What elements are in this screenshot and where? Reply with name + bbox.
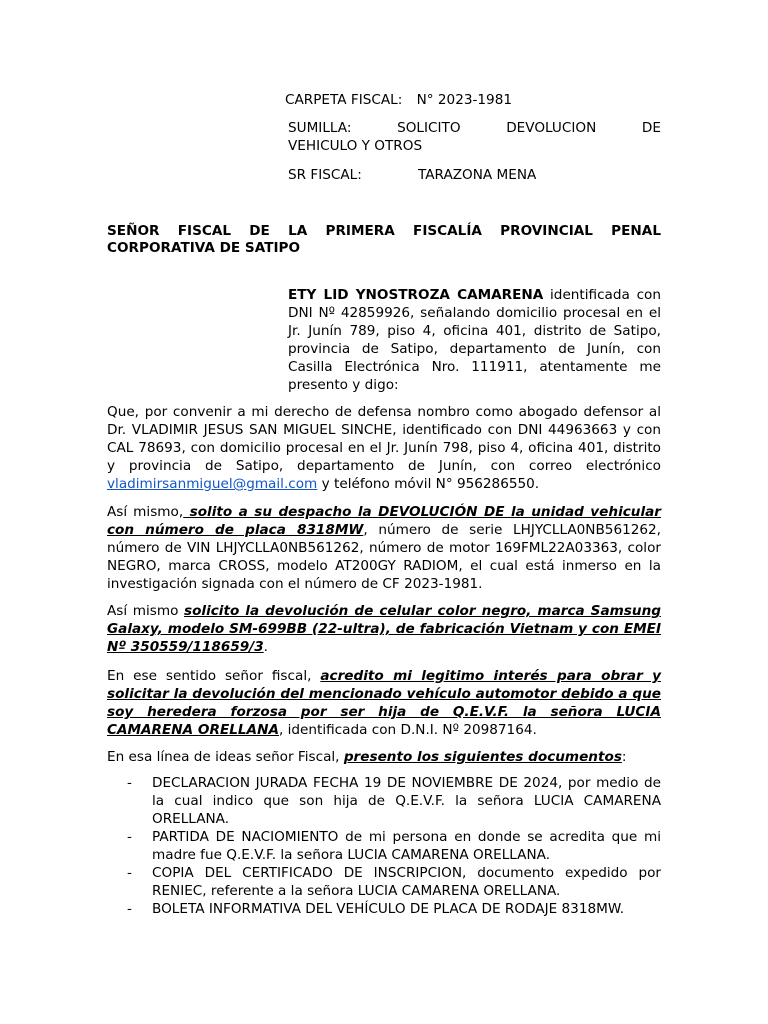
fiscal-value: TARAZONA MENA	[418, 167, 537, 183]
paragraph3-lead: Así mismo	[107, 603, 184, 619]
documents-list	[107, 774, 661, 918]
paragraph4-lead: En ese sentido señor fiscal,	[107, 668, 321, 684]
email-link[interactable]: vladimirsanmiguel@gmail.com	[107, 476, 318, 492]
paragraph2-lead: Así mismo,	[107, 504, 184, 520]
paragraph1-text: Que, por convenir a mi derecho de defensa nombro como abogado defensor al Dr. VLADIMIR JESUS SAN MIGUEL SINCHE, identificado con DNI 44963663 y con CAL 78693, con domicilio procesal en el Jr. Junín 798, piso 4, oficina 401, distrito y provincia de Satipo, departamento de Junín, con correo electrónico	[107, 404, 661, 474]
bullet-dash: -	[127, 775, 132, 791]
paragraph2-emph2: DEVOLUCIÓN DE	[378, 504, 505, 520]
list-item	[107, 828, 661, 864]
document-item-text: BOLETA INFORMATIVA DEL VEHÍCULO DE PLACA DE RODAJE 8318MW.	[152, 901, 625, 917]
paragraph3-emph: solicito la devolución de celular color negro, marca Samsung Galaxy, modelo SM-699BB (22-ultra), de fabricación Vietnam y con EMEI Nº 350559/118659/3	[107, 603, 661, 655]
sumilla-line1: SUMILLA: SOLICITO DEVOLUCION DE	[288, 120, 661, 136]
paragraph5-lead: En esa línea de ideas señor Fiscal,	[107, 749, 344, 765]
paragraph5-tail: :	[621, 749, 627, 765]
paragraph-defensor	[107, 403, 661, 493]
addressee-line1: SEÑOR FISCAL DE LA PRIMERA FISCALÍA PROVINCIAL PENAL	[107, 223, 661, 239]
paragraph4-tail: , identificada con D.N.I. Nº 20987164.	[278, 722, 537, 738]
petitioner-name: ETY LID YNOSTROZA CAMARENA	[288, 287, 544, 303]
bullet-dash: -	[127, 829, 132, 845]
paragraph2-rest: , número de serie LHJYCLLA0NB561262, número de VIN LHJYCLLA0NB561262, número de motor 169FML22A03363, color NEGRO, marca CROSS, modelo AT200GY RADIOM, el cual está inmerso en la investigación signada con el número de CF 2023-1981.	[107, 522, 662, 592]
carpeta-label: CARPETA FISCAL:	[285, 92, 403, 108]
fiscal-label: SR FISCAL:	[288, 167, 362, 183]
header-carpeta	[285, 91, 665, 109]
list-item	[107, 900, 661, 918]
paragraph-interest	[107, 667, 661, 739]
list-item	[107, 774, 661, 828]
paragraph-vehicle	[107, 503, 661, 593]
header-fiscal	[288, 166, 661, 184]
paragraph1-tail: y teléfono móvil N° 956286550.	[317, 476, 540, 492]
carpeta-value: N° 2023-1981	[416, 92, 513, 108]
document-item-text: COPIA DEL CERTIFICADO DE INSCRIPCION, documento expedido por RENIEC, referente a la señora LUCIA CAMARENA ORELLANA.	[152, 865, 661, 899]
paragraph2-emph3: la unidad vehicular con número de placa 8318MW	[107, 504, 661, 538]
intro-text: identificada con DNI Nº 42859926, señalando domicilio procesal en el Jr. Junín 789, piso 4, oficina 401, distrito de Satipo, provincia de Satipo, departamento de Junín, con Casilla Electrónica Nro. 111911, atentamente me presento y digo:	[288, 287, 661, 393]
list-item	[107, 864, 661, 900]
bullet-dash: -	[127, 901, 132, 917]
paragraph4-emph: acredito mi legitimo interés para obrar y solicitar la devolución del mencionado vehículo automotor debido a que soy heredera forzosa por ser hija de Q.E.V.F. la señora LUCIA CAMARENA ORELLANA	[107, 668, 661, 738]
bullet-dash: -	[127, 865, 132, 881]
intro-paragraph	[288, 286, 661, 394]
paragraph5-emph: presento los siguientes documentos	[343, 749, 622, 765]
addressee-line2: CORPORATIVA DE SATIPO	[107, 240, 301, 256]
sumilla-line2: VEHICULO Y OTROS	[288, 138, 423, 154]
paragraph-phone	[107, 602, 661, 656]
document-item-text: PARTIDA DE NACIOMIENTO de mi persona en donde se acredita que mi madre fue Q.E.V.F. la señora LUCIA CAMARENA ORELLANA.	[152, 829, 661, 863]
paragraph2-emph1: solito a su despacho la	[183, 504, 379, 520]
paragraph-documents-intro	[107, 748, 661, 766]
paragraph3-tail: .	[263, 639, 268, 655]
document-item-text: DECLARACION JURADA FECHA 19 DE NOVIEMBRE DE 2024, por medio de la cual indico que son hija de Q.E.V.F. la señora LUCIA CAMARENA ORELLANA.	[152, 775, 661, 827]
